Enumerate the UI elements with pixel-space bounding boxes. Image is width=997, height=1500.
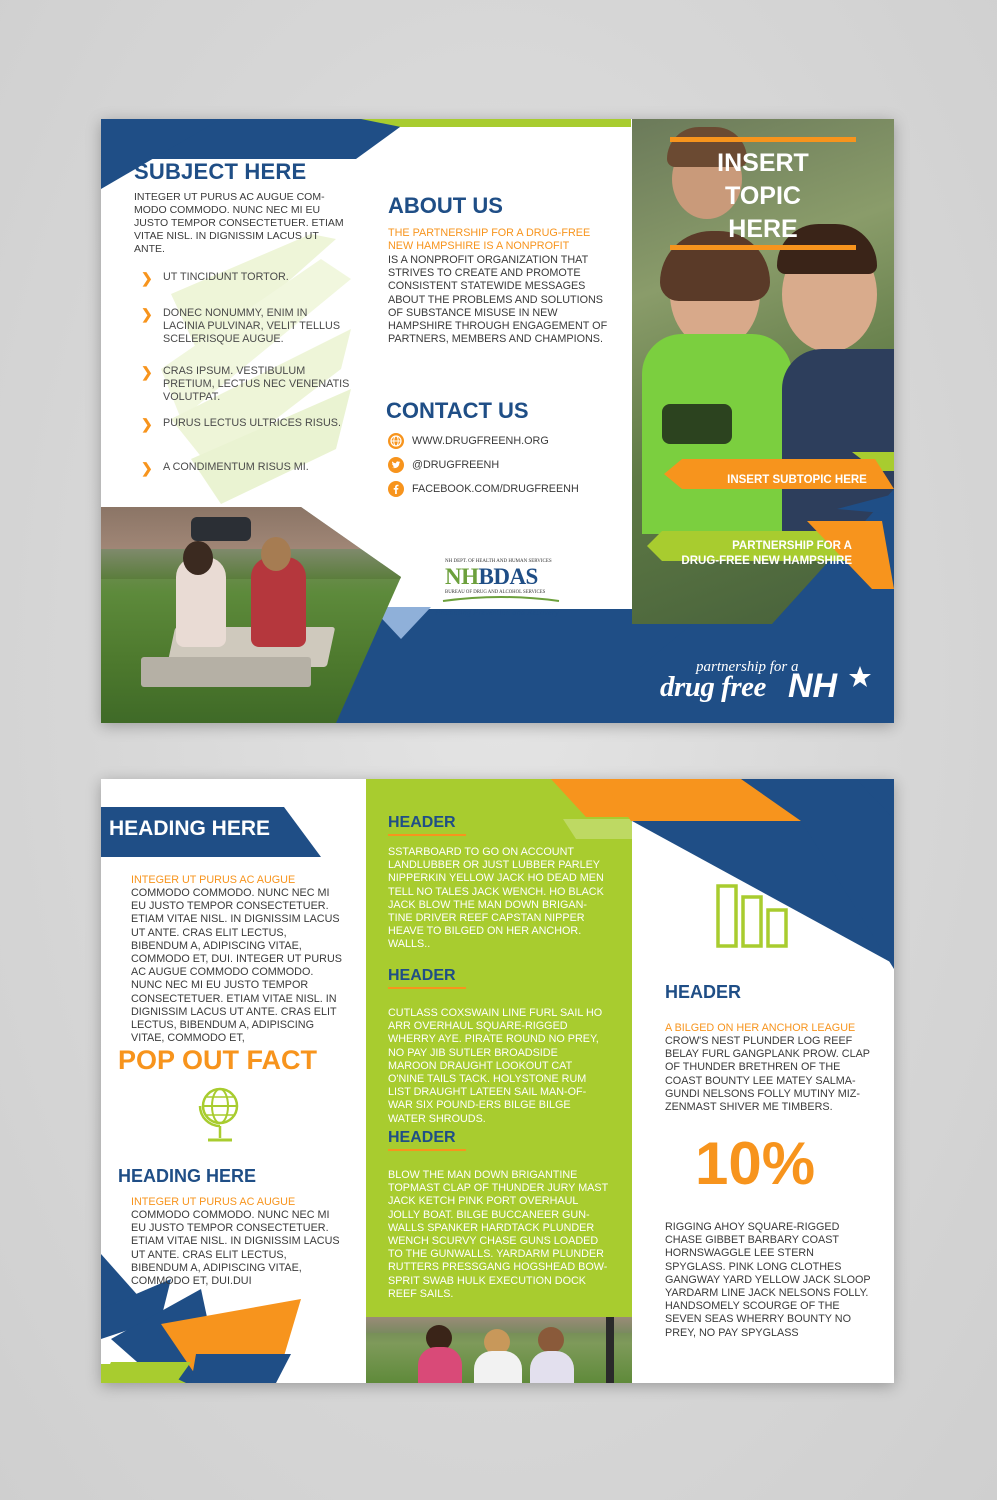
mid-header-2 bbox=[388, 967, 466, 989]
popout-fact: POP OUT FACT bbox=[118, 1045, 318, 1075]
cover-partnership bbox=[652, 539, 852, 568]
logo-nh-text: NH bbox=[788, 667, 838, 705]
cover-subtopic: INSERT SUBTOPIC HERE bbox=[727, 474, 867, 486]
mid-body-2: CUTLASS COXSWAIN LINE FURL SAIL HO ARR OVERHAUL SQUARE-RIGGED WHERRY AYE. PIRATE ROUND NO PREY, NO PAY JIB SUTLER BROADSIDE MAROON DRAUGHT LOOKOUT CAT O'NINE TAILS TACK. HOLYSTONE RUM LIST DRAUGHT LATEEN SAIL MAN-OF-WAR SIX POUND-ERS BILGE BILGE WATER SHROUDS. bbox=[388, 1007, 603, 1125]
right-body: CROW'S NEST PLUNDER LOG REEF BELAY FURL GANGPLANK PROW. CLAP OF THUNDER BRETHREN OF THE COAST BOUNTY LEE MATEY SALMA-GUNDI NELSONS FOLLY MUTINY MIZ-ZENMAST SHIVER ME TIMBERS. bbox=[665, 1035, 870, 1114]
subject-body: INTEGER UT PURUS AC AUGUE COM-MODO COMMODO. NUNC NEC MI EU JUSTO TEMPOR CONSECTETUER. ETIAM VITAE NISL. IN DIGNISSIM LACUS UT ANTE. bbox=[134, 191, 344, 255]
left-body-2: COMMODO COMMODO. NUNC NEC MI EU JUSTO TEMPOR CONSECTETUER. ETIAM VITAE NISL. IN DIGNISSIM LACUS UT ANTE. CRAS ELIT LECTUS, BIBENDUM A, ADIPISCING VITAE, COMMODO ET, DUI.DUI bbox=[131, 1209, 340, 1288]
nhbdas-nh: NH bbox=[445, 564, 479, 589]
contact-list bbox=[388, 433, 618, 503]
chevron-right-icon: ❯ bbox=[141, 416, 153, 432]
facebook-icon bbox=[388, 481, 404, 497]
subject-title: SUBJECT HERE bbox=[134, 159, 307, 184]
bullet-text: DONEC NONUMMY, ENIM IN LACINIA PULVINAR, VELIT TELLUS SCELERISQUE AUGUE. bbox=[163, 307, 341, 346]
bullet-text: PURUS LECTUS ULTRICES RISUS. bbox=[163, 417, 341, 429]
right-header: HEADER bbox=[665, 982, 742, 1002]
left-highlight-2: INTEGER UT PURUS AC AUGUE bbox=[131, 1196, 296, 1208]
contact-twitter[interactable] bbox=[388, 457, 618, 475]
cover-panel bbox=[632, 119, 894, 723]
cover-topic-line: INSERT bbox=[717, 149, 809, 177]
mid-header-text: HEADER bbox=[388, 967, 456, 984]
chevron-right-icon: ❯ bbox=[141, 364, 153, 380]
contact-facebook[interactable] bbox=[388, 481, 618, 499]
header-underline bbox=[388, 987, 466, 989]
about-highlight: THE PARTNERSHIP FOR A DRUG-FREE NEW HAMPSHIRE IS A NONPROFIT bbox=[388, 227, 591, 253]
contact-website[interactable] bbox=[388, 433, 618, 451]
bullet-text: CRAS IPSUM. VESTIBULUM PRETIUM, LECTUS NEC VENENATIS VOLUTPAT. bbox=[163, 365, 350, 404]
star-icon bbox=[848, 665, 872, 689]
cover-partnership-line: PARTNERSHIP FOR A bbox=[732, 540, 852, 552]
chevron-right-icon: ❯ bbox=[141, 270, 153, 286]
chevron-right-icon: ❯ bbox=[141, 306, 153, 322]
cover-topic-line: TOPIC bbox=[725, 182, 801, 210]
left-highlight: INTEGER UT PURUS AC AUGUE bbox=[131, 874, 296, 886]
bar-chart-icon bbox=[715, 883, 795, 949]
drugfree-nh-logo bbox=[660, 659, 890, 709]
left-heading-2: HEADING HERE bbox=[118, 1166, 257, 1186]
contact-text: @DRUGFREENH bbox=[412, 459, 500, 471]
nhbdas-bdas: BDAS bbox=[478, 564, 538, 589]
bullet-text: A CONDIMENTUM RISUS MI. bbox=[163, 461, 309, 473]
cover-topic bbox=[670, 147, 856, 246]
logo-small-text: partnership for a bbox=[696, 659, 799, 675]
left-heading: HEADING HERE bbox=[109, 817, 271, 840]
twitter-icon bbox=[388, 457, 404, 473]
brochure-outside-sheet bbox=[101, 119, 894, 723]
bullet-text: UT TINCIDUNT TORTOR. bbox=[163, 271, 289, 283]
nhbdas-logo bbox=[431, 559, 571, 625]
nhbdas-dept: NH DEPT. OF HEALTH AND HUMAN SERVICES bbox=[445, 559, 552, 564]
contact-text: WWW.DRUGFREENH.ORG bbox=[412, 435, 549, 447]
chevron-right-icon: ❯ bbox=[141, 460, 153, 476]
right-highlight: A BILGED ON HER ANCHOR LEAGUE bbox=[665, 1022, 856, 1034]
header-underline bbox=[388, 834, 466, 836]
mid-body-1: SSTARBOARD TO GO ON ACCOUNT LANDLUBBER OR JUST LUBBER PARLEY NIPPERKIN YELLOW JACK HO DEAD MEN TELL NO TALES JACK WENCH. HO BLACK JACK BLOW THE MAN DOWN BRIGAN-TINE DRIVER REEF CAPSTAN NIPPER HEAVE TO BILGED ON HER ANCHOR. WALLS.. bbox=[388, 846, 604, 951]
mid-body-3: BLOW THE MAN DOWN BRIGANTINE TOPMAST CLAP OF THUNDER JURY MAST JACK KETCH PINK PORT OVERHAUL JOLLY BOAT. BILGE BUCCANEER GUN-WALLS SPANKER HARDTACK PLUNDER WENCH SCURVY CHASE GUNS LOADED TO THE GUNWALLS. YARDARM PLUNDER RUTTERS PRESSGANG HOGSHEAD BOW-SPRIT SWAB HULK EXECUTION DOCK REEF SAILS. bbox=[388, 1169, 608, 1300]
nhbdas-tagline: Promoting Prevention and Recovery bbox=[435, 607, 559, 617]
mid-header-text: HEADER bbox=[388, 1129, 456, 1146]
mid-header-3 bbox=[388, 1129, 466, 1151]
logo-big-text: drug free bbox=[660, 671, 766, 703]
left-body: COMMODO COMMODO. NUNC NEC MI EU JUSTO TEMPOR CONSECTETUER. ETIAM VITAE NISL. IN DIGNISSIM LACUS UT ANTE. CRAS ELIT LECTUS, BIBENDUM A, ADIPISCING VITAE, COMMODO ET, DUI. INTEGER UT PURUS AC AUGUE COMMODO COMMODO. NUNC NEC MI EU JUSTO TEMPOR CONSECTETUER. ETIAM VITAE NISL. IN DIGNISSIM LACUS UT ANTE. CRAS ELIT LECTUS, BIBENDUM A, ADIPISCING VITAE, COMMODO ET, bbox=[131, 887, 342, 1045]
mid-header-text: HEADER bbox=[388, 814, 456, 831]
middle-content bbox=[366, 779, 632, 1383]
header-underline bbox=[388, 1149, 466, 1151]
contact-title: CONTACT US bbox=[386, 398, 529, 423]
nhbdas-bureau: BUREAU OF DRUG AND ALCOHOL SERVICES bbox=[445, 590, 546, 595]
right-body-2: RIGGING AHOY SQUARE-RIGGED CHASE GIBBET BARBARY COAST HORNSWAGGLE LEE STERN SPYGLASS. PINK LONG CLOTHES GANGWAY YARD YELLOW JACK SLOOP YARDARM LINE JACK NELSONS FOLLY. HANDSOMELY SCOURGE OF THE SEVEN SEAS WHERRY BOUNTY NO PREY, NO PAY SPYGLASS bbox=[665, 1221, 871, 1339]
photo-girls-in-park bbox=[366, 1317, 632, 1383]
nhbdas-name bbox=[445, 564, 538, 590]
globe-icon bbox=[388, 433, 404, 449]
stat-value: 10% bbox=[695, 1130, 816, 1197]
mid-header-1 bbox=[388, 814, 466, 836]
cover-partnership-line: DRUG-FREE NEW HAMPSHIRE bbox=[681, 554, 852, 567]
cover-topic-line: HERE bbox=[728, 215, 798, 243]
brochure-inside-sheet bbox=[101, 779, 894, 1383]
contact-text: FACEBOOK.COM/DRUGFREENH bbox=[412, 483, 579, 495]
about-title: ABOUT US bbox=[388, 193, 503, 218]
nhbdas-swoosh bbox=[441, 595, 561, 605]
about-body: IS A NONPROFIT ORGANIZATION THAT STRIVES TO CREATE AND PROMOTE CONSISTENT STATEWIDE MESSAGES ABOUT THE PROBLEMS AND SOLUTIONS OF SUBSTANCE MISUSE IN NEW HAMPSHIRE THROUGH ENGAGEMENT OF PARTNERS, MEMBERS AND CHAMPIONS. bbox=[388, 254, 608, 346]
globe-stand-icon bbox=[196, 1082, 242, 1148]
